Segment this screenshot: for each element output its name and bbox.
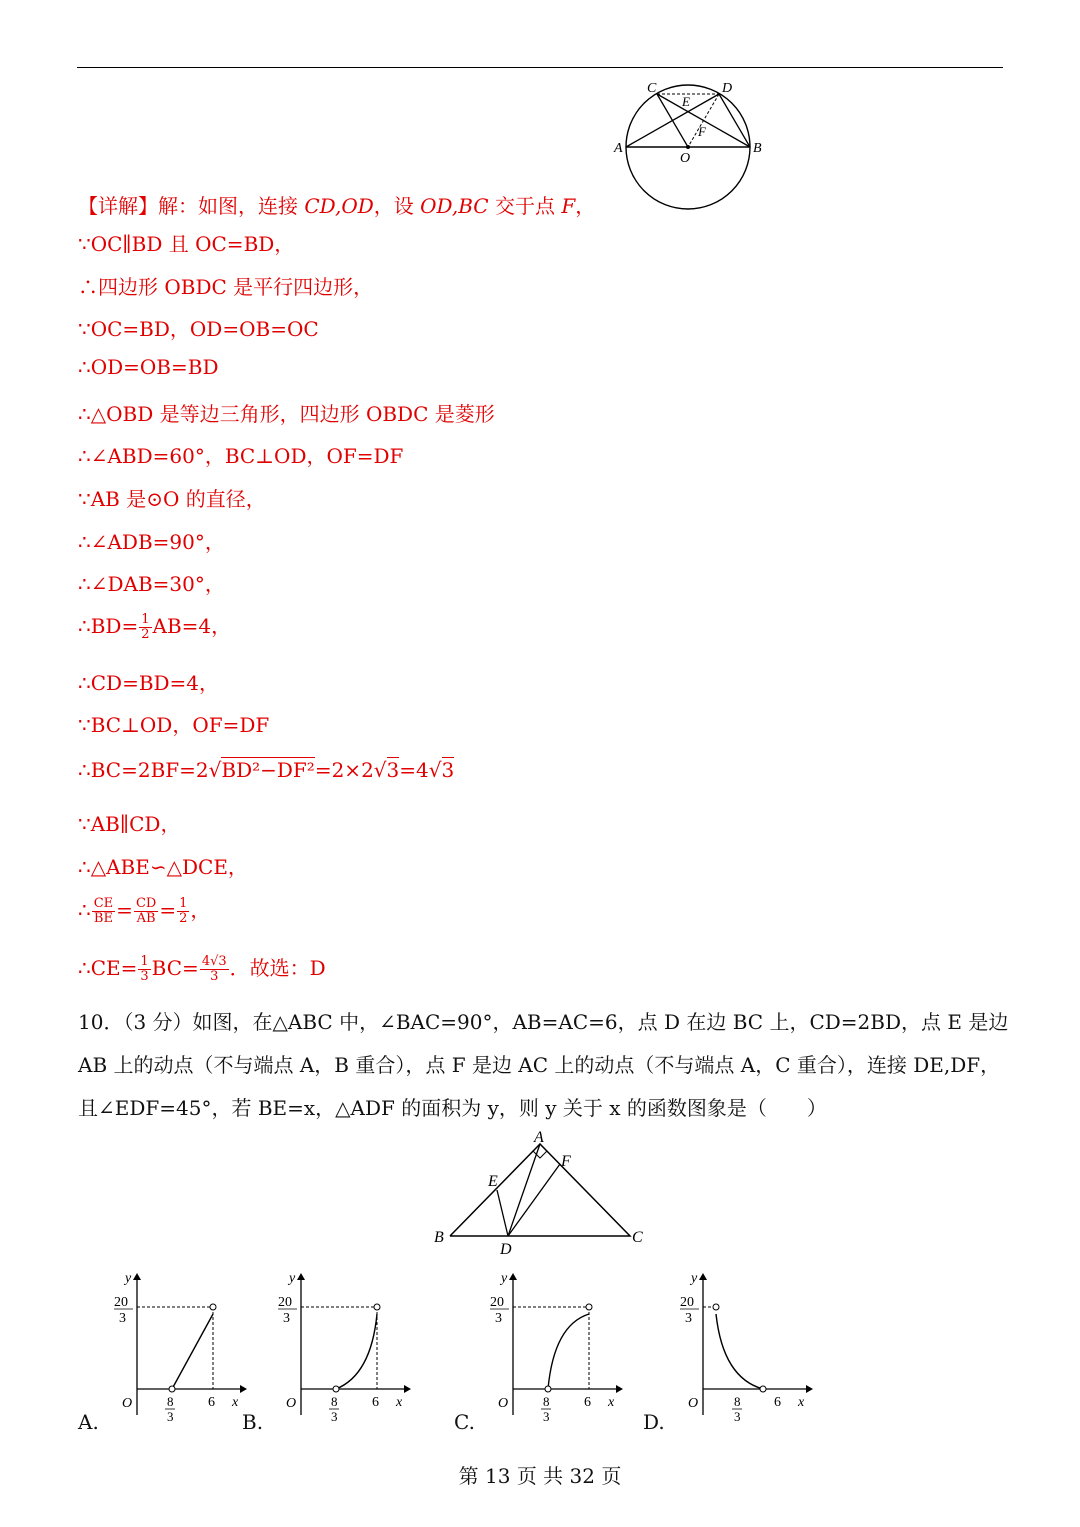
solution-line-11: ∴BD= $\frac{1}{2}$ AB=4， [78,612,232,642]
question-10-line-3: 且∠EDF=45°，若 BE=x，△ADF 的面积为 y，则 y 关于 x 的函数图象是（ ） [78,1096,827,1120]
label-b: B [753,141,762,156]
svg-text:3: 3 [167,1409,174,1424]
svg-text:8: 8 [331,1394,338,1409]
solution-line-3: ∴四边形 OBDC 是平行四边形， [78,275,374,299]
option-graph-a [112,1270,252,1424]
label-o: O [680,151,691,166]
svg-text:F: F [561,1153,571,1170]
svg-text:3: 3 [119,1311,126,1326]
solution-line-2: ∵OC∥BD 且 OC=BD， [78,232,295,256]
solution-line-1: 【详解】解：如图，连接 CD,OD，设 OD,BC 交于点 F， [78,194,596,218]
svg-text:O: O [286,1396,297,1411]
option-d-label[interactable]: D. [643,1410,665,1434]
solution-line-18: ∴CE= $\frac{1}{3}$ BC= $\frac{4√3}{3}$ ．故选：D [78,954,326,984]
svg-text:y: y [289,1271,296,1286]
question-10-line-2: AB 上的动点（不与端点 A，B 重合），点 F 是边 AC 上的动点（不与端点 A，C 重合），连接 DE,DF， [78,1053,1001,1077]
solution-line-16: ∴△ABE∽△DCE， [78,855,248,879]
option-b-label[interactable]: B. [242,1410,264,1434]
label-d: D [722,81,733,96]
svg-text:3: 3 [495,1311,502,1326]
svg-text:D: D [500,1241,512,1258]
solution-line-6: ∴△OBD 是等边三角形，四边形 OBDC 是菱形 [78,402,495,426]
label-a: A [614,141,623,156]
svg-text:x: x [608,1395,615,1410]
svg-text:E: E [488,1173,498,1190]
svg-text:20: 20 [278,1295,292,1310]
svg-text:20: 20 [114,1295,128,1310]
svg-text:3: 3 [331,1409,338,1424]
svg-text:O: O [688,1396,699,1411]
svg-text:y: y [691,1271,698,1286]
solution-line-8: ∵AB 是⊙O 的直径， [78,487,266,511]
solution-line-5: ∴OD=OB=BD [78,355,219,379]
solution-line-7: ∴∠ABD=60°，BC⊥OD，OF=DF [78,444,404,468]
svg-text:x: x [396,1395,403,1410]
svg-text:6: 6 [208,1395,215,1410]
svg-text:8: 8 [734,1394,741,1409]
svg-text:O: O [122,1396,133,1411]
svg-text:O: O [498,1396,509,1411]
solution-line-10: ∴∠DAB=30°， [78,572,225,596]
svg-text:x: x [798,1395,805,1410]
svg-text:8: 8 [543,1394,550,1409]
svg-text:20: 20 [490,1295,504,1310]
svg-text:y: y [501,1271,508,1286]
svg-text:A: A [534,1129,544,1146]
svg-text:3: 3 [685,1311,692,1326]
svg-text:3: 3 [283,1311,290,1326]
radicand: BD²−DF² [221,758,315,782]
solution-line-17: ∴ $\frac{CE}{BE}$ = $\frac{CD}{AB}$ = $\frac{1}{2}$ ， [78,896,211,926]
svg-text:x: x [232,1395,239,1410]
circle-figure [612,80,772,210]
svg-text:y: y [125,1271,132,1286]
question-10-line-1: 10．（3 分）如图，在△ABC 中，∠BAC=90°，AB=AC=6，点 D 在边 BC 上，CD=2BD，点 E 是边 [78,1010,1009,1034]
svg-text:6: 6 [584,1395,591,1410]
label-f: F [698,124,706,139]
solution-line-12: ∴CD=BD=4， [78,671,220,695]
svg-text:8: 8 [167,1394,174,1409]
triangle-figure [430,1128,650,1258]
svg-text:B: B [434,1229,444,1246]
svg-text:20: 20 [680,1295,694,1310]
option-graph-d [678,1270,818,1424]
option-graph-c [488,1270,628,1424]
option-a-label[interactable]: A. [78,1410,99,1434]
option-c-label[interactable]: C. [454,1410,475,1434]
solution-line-14: ∴BC=2BF=2√BD²−DF²=2×2√3=4√3 [78,758,455,782]
option-graph-b [276,1270,416,1424]
solution-line-4: ∵OC=BD，OD=OB=OC [78,317,319,341]
header-rule [77,67,1003,68]
solution-line-13: ∵BC⊥OD，OF=DF [78,713,270,737]
label-e: E [682,94,690,109]
svg-text:3: 3 [734,1409,741,1424]
svg-text:3: 3 [543,1409,550,1424]
svg-text:C: C [632,1229,643,1246]
solution-line-15: ∵AB∥CD， [78,812,181,836]
label-c: C [647,81,657,96]
solution-line-9: ∴∠ADB=90°， [78,530,225,554]
svg-text:6: 6 [774,1395,781,1410]
page-footer: 第 13 页 共 32 页 [458,1464,622,1488]
svg-text:6: 6 [372,1395,379,1410]
fraction: $\frac{1}{2}$ [141,612,150,642]
